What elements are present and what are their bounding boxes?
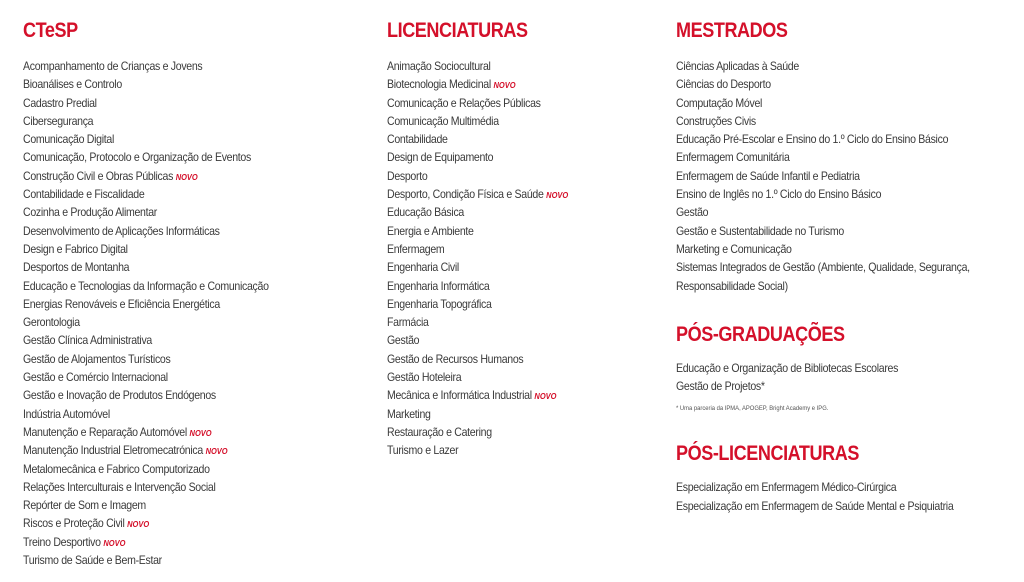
course-item: [23, 222, 331, 240]
licenciaturas-heading: LICENCIATURAS: [387, 19, 528, 42]
course-item: [387, 112, 633, 130]
course-label: Manutenção Industrial Eletromecatrónica: [23, 443, 203, 458]
course-label: Educação Básica: [387, 205, 464, 220]
course-item: [387, 258, 633, 276]
course-item: [387, 167, 633, 185]
cetsp-heading: CTeSP: [23, 19, 78, 42]
course-label: Cozinha e Produção Alimentar: [23, 205, 158, 220]
course-label: Relações Interculturais e Intervenção Social: [23, 479, 216, 494]
course-item: [387, 277, 633, 295]
course-item: [23, 130, 331, 148]
course-label: Desporto, Condição Física e Saúde: [387, 187, 544, 202]
licenciaturas-column: [387, 0, 667, 460]
course-label: Sistemas Integrados de Gestão (Ambiente, Qualidade, Segurança, Responsabilidade Social): [676, 260, 970, 293]
course-label: Acompanhamento de Crianças e Jovens: [23, 59, 203, 73]
course-label: Computação Móvel: [676, 95, 763, 110]
novo-badge: NOVO: [189, 427, 212, 438]
right-column: [676, 0, 1016, 515]
course-label: Especialização em Enfermagem de Saúde Mental e Psiquiatria: [676, 498, 954, 513]
novo-badge: NOVO: [205, 446, 228, 457]
cetsp-column: [23, 0, 373, 569]
course-label: Gestão de Projetos*: [676, 379, 765, 394]
mestrados-heading: MESTRADOS: [676, 19, 788, 42]
course-label: Gestão Clínica Administrativa: [23, 333, 153, 348]
course-item: [676, 377, 975, 395]
course-item: [387, 441, 633, 459]
course-label: Educação e Tecnologias da Informação e Comunicação: [23, 278, 269, 293]
course-item: [387, 222, 633, 240]
course-item: [23, 423, 331, 441]
course-label: Metalomecânica e Fabrico Computorizado: [23, 461, 210, 476]
course-item: [676, 258, 993, 295]
course-label: Contabilidade: [387, 132, 448, 147]
course-item: [387, 130, 633, 148]
course-label: Energia e Ambiente: [387, 223, 474, 238]
course-label: Comunicação Multimédia: [387, 113, 499, 128]
course-item: [676, 240, 975, 258]
course-label: Design e Fabrico Digital: [23, 241, 128, 256]
course-item: [676, 185, 975, 203]
course-label: Gestão: [676, 205, 709, 220]
course-item: [387, 240, 633, 258]
course-item: [676, 148, 975, 166]
course-item: [23, 313, 331, 331]
course-label: Cibersegurança: [23, 113, 94, 128]
course-label: Riscos e Proteção Civil: [23, 516, 125, 531]
course-item: [23, 240, 331, 258]
pos-graduacoes-footnote: * Uma parceria da IPMA, APOGEP, Bright Academy e IPG.: [676, 405, 829, 413]
course-label: Educação e Organização de Bibliotecas Escolares: [676, 360, 899, 375]
cetsp-course-list: [23, 57, 373, 569]
course-item: [387, 386, 633, 404]
course-label: Turismo e Lazer: [387, 443, 459, 458]
course-label: Ciências Aplicadas à Saúde: [676, 59, 799, 73]
course-item: [23, 533, 331, 551]
novo-badge: NOVO: [103, 537, 126, 548]
course-label: Desporto: [387, 168, 428, 183]
course-item: [23, 148, 331, 166]
course-label: Treino Desportivo: [23, 534, 101, 549]
licenciaturas-course-list: [387, 57, 667, 460]
novo-badge: NOVO: [546, 190, 569, 201]
course-label: Engenharia Civil: [387, 260, 459, 275]
course-item: [23, 405, 331, 423]
course-label: Design de Equipamento: [387, 150, 494, 165]
course-item: [23, 460, 331, 478]
course-label: Comunicação, Protocolo e Organização de Eventos: [23, 150, 251, 165]
course-item: [23, 167, 331, 185]
course-item: [676, 359, 975, 377]
course-item: [23, 496, 331, 514]
course-item: [23, 331, 331, 349]
course-item: [23, 258, 331, 276]
course-label: Especialização em Enfermagem Médico-Cirúrgica: [676, 480, 897, 495]
course-label: Farmácia: [387, 315, 429, 330]
course-label: Contabilidade e Fiscalidade: [23, 187, 145, 202]
course-label: Repórter de Som e Imagem: [23, 498, 146, 513]
mestrados-course-list: [676, 57, 1016, 295]
course-label: Bioanálises e Controlo: [23, 77, 122, 92]
novo-badge: NOVO: [175, 171, 198, 182]
pos-graduacoes-course-list: [676, 359, 1016, 396]
course-label: Desportos de Montanha: [23, 260, 130, 275]
course-label: Enfermagem de Saúde Infantil e Pediatria: [676, 168, 860, 183]
course-label: Educação Pré-Escolar e Ensino do 1.º Ciclo do Ensino Básico: [676, 132, 949, 147]
course-item: [387, 423, 633, 441]
course-item: [23, 94, 331, 112]
course-item: [676, 497, 975, 515]
course-label: Biotecnologia Medicinal: [387, 77, 491, 92]
course-label: Construção Civil e Obras Públicas: [23, 168, 174, 183]
course-label: Restauração e Catering: [387, 424, 492, 439]
course-item: [387, 185, 633, 203]
course-item: [676, 130, 975, 148]
course-item: [676, 203, 975, 221]
course-label: Engenharia Topográfica: [387, 296, 492, 311]
course-item: [387, 313, 633, 331]
course-item: [23, 386, 331, 404]
course-item: [387, 94, 633, 112]
pos-graduacoes-heading: PÓS-GRADUAÇÕES: [676, 322, 845, 346]
course-item: [23, 277, 331, 295]
course-item: [676, 94, 975, 112]
course-item: [387, 295, 633, 313]
course-label: Animação Sociocultural: [387, 59, 491, 73]
course-label: Turismo de Saúde e Bem-Estar: [23, 553, 162, 568]
novo-badge: NOVO: [493, 80, 516, 91]
course-item: [23, 112, 331, 130]
course-label: Gerontologia: [23, 315, 80, 330]
course-label: Manutenção e Reparação Automóvel: [23, 424, 187, 439]
course-label: Energias Renováveis e Eficiência Energética: [23, 296, 220, 311]
course-label: Marketing e Comunicação: [676, 241, 792, 256]
course-item: [23, 478, 331, 496]
course-label: Gestão de Recursos Humanos: [387, 351, 524, 366]
course-label: Gestão e Sustentabilidade no Turismo: [676, 223, 844, 238]
course-item: [387, 331, 633, 349]
pos-licenciaturas-course-list: [676, 478, 1016, 515]
course-item: [23, 75, 331, 93]
course-item: [676, 222, 975, 240]
course-item: [676, 112, 975, 130]
course-item: [387, 405, 633, 423]
course-item: [676, 167, 975, 185]
course-label: Gestão e Comércio Internacional: [23, 370, 168, 385]
course-label: Gestão e Inovação de Produtos Endógenos: [23, 388, 216, 403]
course-label: Enfermagem: [387, 241, 445, 256]
course-label: Gestão: [387, 333, 420, 348]
novo-badge: NOVO: [534, 391, 557, 402]
course-label: Marketing: [387, 406, 431, 421]
course-item: [387, 203, 633, 221]
course-label: Construções Civis: [676, 113, 756, 128]
course-item: [23, 350, 331, 368]
course-item: [23, 57, 331, 75]
course-item: [23, 551, 331, 569]
course-label: Cadastro Predial: [23, 95, 97, 110]
course-item: [23, 514, 331, 532]
course-item: [387, 75, 633, 93]
course-item: [676, 57, 975, 75]
course-item: [387, 350, 633, 368]
course-item: [387, 57, 633, 75]
course-item: [23, 368, 331, 386]
course-label: Ensino de Inglês no 1.º Ciclo do Ensino Básico: [676, 187, 882, 202]
novo-badge: NOVO: [127, 519, 150, 530]
course-label: Gestão Hoteleira: [387, 370, 462, 385]
course-label: Comunicação Digital: [23, 132, 114, 147]
course-label: Comunicação e Relações Públicas: [387, 95, 541, 110]
course-label: Gestão de Alojamentos Turísticos: [23, 351, 171, 366]
course-item: [23, 441, 331, 459]
pos-licenciaturas-heading: PÓS-LICENCIATURAS: [676, 442, 859, 466]
course-label: Desenvolvimento de Aplicações Informáticas: [23, 223, 220, 238]
course-item: [387, 148, 633, 166]
course-item: [387, 368, 633, 386]
course-item: [676, 478, 975, 496]
course-label: Enfermagem Comunitária: [676, 150, 790, 165]
course-label: Mecânica e Informática Industrial: [387, 388, 532, 403]
course-label: Indústria Automóvel: [23, 406, 110, 421]
course-item: [23, 295, 331, 313]
course-item: [23, 185, 331, 203]
course-label: Ciências do Desporto: [676, 77, 771, 92]
course-label: Engenharia Informática: [387, 278, 490, 293]
course-item: [23, 203, 331, 221]
course-item: [676, 75, 975, 93]
